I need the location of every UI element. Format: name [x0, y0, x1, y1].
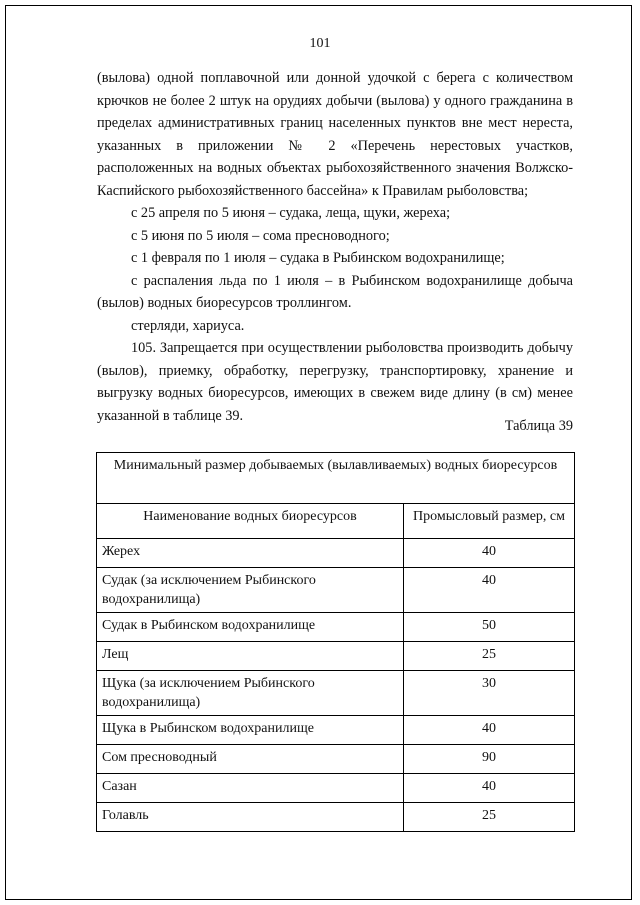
paragraph: с 1 февраля по 1 июля – судака в Рыбинском водохранилище; — [131, 250, 505, 266]
table-caption: Таблица 39 — [504, 418, 573, 434]
row-size: 40 — [404, 539, 575, 568]
row-name: Сазан — [97, 774, 404, 803]
row-size: 40 — [404, 568, 575, 613]
row-size: 50 — [404, 613, 575, 642]
row-name: Щука в Рыбинском водохранилище — [97, 716, 404, 745]
paragraph: 105. Запрещается при осуществлении рыболовства производить добычу (вылов), приемку, обработку, перегрузку, транспортировку, хранение и выгрузку водных биоресурсов, имеющих в свежем виде длину (в см) менее указанной в таблице 39. — [97, 340, 573, 424]
row-name: Судак в Рыбинском водохранилище — [97, 613, 404, 642]
paragraph: с 25 апреля по 5 июня – судака, леща, щуки, жереха; — [131, 205, 451, 221]
table-row — [97, 803, 575, 832]
row-size: 40 — [404, 774, 575, 803]
row-name: Жерех — [97, 539, 404, 568]
table-row — [97, 613, 575, 642]
column-header-name: Наименование водных биоресурсов — [97, 504, 404, 539]
row-name: Лещ — [97, 642, 404, 671]
row-size: 30 — [404, 671, 575, 716]
fish-size-table — [96, 452, 575, 832]
row-size: 25 — [404, 642, 575, 671]
table-heading: Минимальный размер добываемых (вылавливаемых) водных биоресурсов — [97, 453, 575, 504]
row-name: Щука (за исключением Рыбинского водохранилища) — [97, 671, 404, 716]
table-row — [97, 745, 575, 774]
row-name: Сом пресноводный — [97, 745, 404, 774]
paragraph: с распаления льда по 1 июля – в Рыбинском водохранилище добыча (вылов) водных биоресурсов троллингом. — [97, 272, 573, 311]
paragraph: стерляди, хариуса. — [131, 317, 245, 334]
paragraph: с 5 июня по 5 июля – сома пресноводного; — [131, 227, 390, 244]
table-row — [97, 568, 575, 613]
row-size: 40 — [404, 716, 575, 745]
table-row — [97, 716, 575, 745]
table-row — [97, 671, 575, 716]
paragraph: (вылова) одной поплавочной или донной удочкой с берега с количеством крючков не более 2 штук на орудиях добычи (вылова) у одного гражданина в пределах административных границ населенных пунктов вне мест нереста, указанных в приложении № 2 «Перечень нерестовых участков, расположенных на водных объектах рыбохозяйственного значения Волжско-Каспийского рыбохозяйственного бассейна» к Правилам рыболовства; — [97, 70, 573, 199]
column-header-size: Промысловый размер, см — [404, 504, 575, 539]
row-size: 25 — [404, 803, 575, 832]
table-row — [97, 539, 575, 568]
table-row — [97, 642, 575, 671]
page-number: 101 — [309, 36, 331, 51]
row-size: 90 — [404, 745, 575, 774]
row-name: Голавль — [97, 803, 404, 832]
table-row — [97, 774, 575, 803]
body-text — [97, 67, 573, 427]
row-name: Судак (за исключением Рыбинского водохранилища) — [97, 568, 404, 613]
